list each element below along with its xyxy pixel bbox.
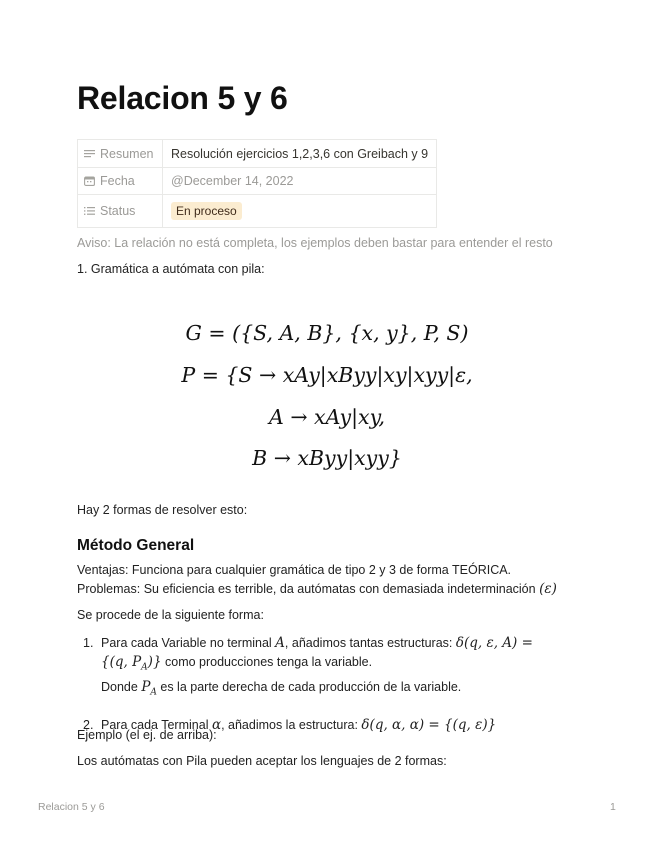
property-name-cell <box>78 168 163 195</box>
step-text: , añadimos la estructura: <box>221 718 362 732</box>
property-name-cell <box>78 140 163 168</box>
list-number: 1. <box>83 636 94 650</box>
property-name: Resumen <box>100 146 154 161</box>
step-math: α <box>211 717 222 733</box>
grammar-line-4: B → xByy|xyy} <box>252 446 402 470</box>
grammar-line-2: P = {S → xAy|xByy|xy|xyy|ε, <box>181 363 473 387</box>
intro-text: Hay 2 formas de resolver esto: <box>77 503 248 517</box>
step-text: Para cada Terminal <box>101 718 212 732</box>
epsilon-math: (ε) <box>539 581 557 597</box>
ejemplo-text: Ejemplo (el ej. de arriba): <box>77 728 217 742</box>
page-title: Relacion 5 y 6 <box>77 80 288 116</box>
text-lines-icon <box>84 149 95 159</box>
step-math: A <box>275 635 285 651</box>
property-name: Status <box>100 204 136 218</box>
list-icon <box>84 206 95 216</box>
page-number: 1 <box>610 801 616 813</box>
ventajas-text: Ventajas: Funciona para cualquier gramática de tipo 2 y 3 de forma TEÓRICA. <box>77 563 512 577</box>
problemas-label: Problemas: Su eficiencia es terrible, da autómatas con demasiada indeterminación <box>77 582 536 596</box>
property-row-fecha <box>78 168 437 195</box>
step-math: P <box>141 678 151 695</box>
footer-title: Relacion 5 y 6 <box>38 801 105 813</box>
section-heading-1: 1. Gramática a autómata con pila: <box>77 262 265 276</box>
list-item <box>77 634 547 702</box>
step-math: δ(q, ε, A) = {(q, P <box>101 635 533 670</box>
step-text: Para cada Variable no terminal <box>101 636 276 650</box>
step-text: , añadimos tantas estructuras: <box>284 636 456 650</box>
step-math-sub: A <box>141 662 148 673</box>
grammar-line-3: A → xAy|xy, <box>269 405 385 429</box>
list-number: 2. <box>83 718 94 732</box>
grammar-line-1: G = ({S, A, B}, {x, y}, P, S) <box>185 321 469 345</box>
step-text: es la parte derecha de cada producción de la variable. <box>156 679 462 694</box>
step-math: )} <box>147 654 162 670</box>
notice-text: Aviso: La relación no está completa, los ejemplos deben bastar para entender el resto <box>77 236 553 250</box>
property-row-resumen <box>78 140 437 168</box>
property-value[interactable]: Resolución ejercicios 1,2,3,6 con Greibach y 9 <box>163 140 437 168</box>
step-math-sub: A <box>150 687 157 697</box>
problemas-text <box>77 581 557 597</box>
properties-table <box>77 139 437 228</box>
step-math: δ(q, α, α) = {(q, ε)} <box>361 717 497 733</box>
property-value-status[interactable] <box>163 195 437 228</box>
property-row-status <box>78 195 437 228</box>
calendar-icon <box>84 176 95 186</box>
automatas-text: Los autómatas con Pila pueden aceptar los lenguajes de 2 formas: <box>77 754 447 768</box>
section-heading-metodo-general: Método General <box>77 537 195 554</box>
property-name: Fecha <box>100 174 135 188</box>
status-badge[interactable]: En proceso <box>171 202 242 220</box>
property-name-cell <box>78 195 163 228</box>
step-text: como producciones tenga la variable. <box>161 655 373 669</box>
procede-text: Se procede de la siguiente forma: <box>77 608 264 622</box>
property-value-date[interactable]: @December 14, 2022 <box>163 168 437 195</box>
steps-list <box>77 634 547 735</box>
step-text: Donde <box>101 679 142 694</box>
